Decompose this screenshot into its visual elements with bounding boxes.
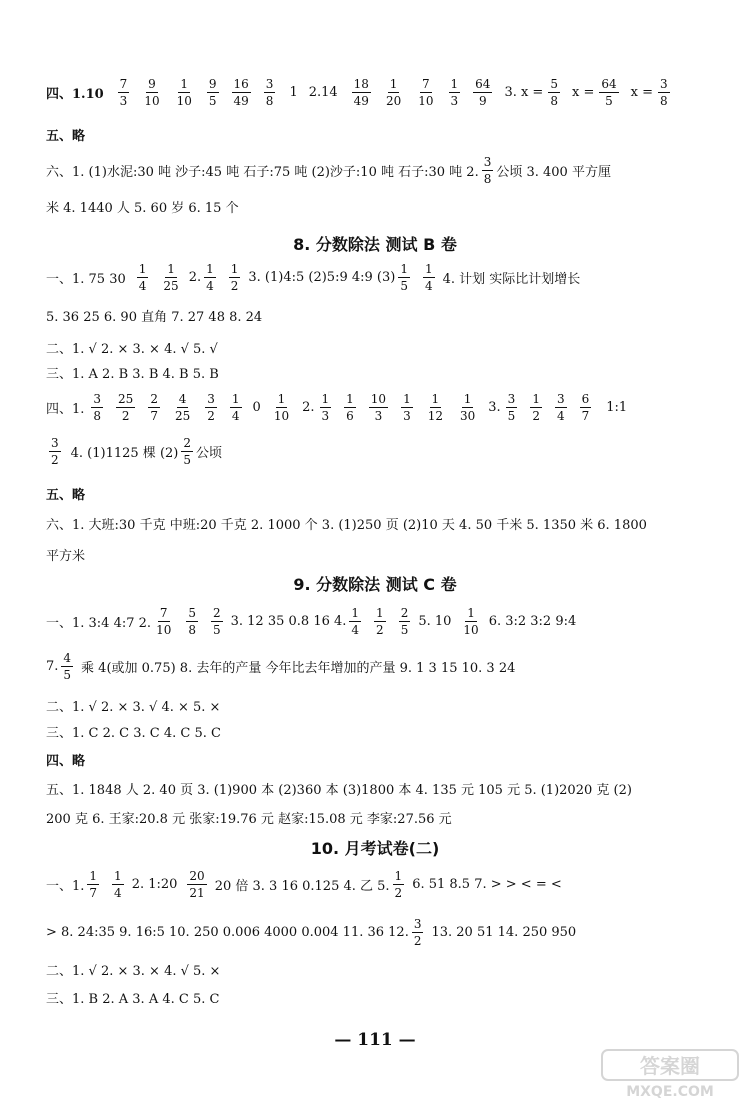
fraction: $\frac{9}{10}$ (144, 77, 160, 108)
watermark-logo (600, 1048, 740, 1100)
fraction: $\frac{10}{3}$ (370, 392, 387, 423)
fraction: $\frac{1}{2}$ (376, 606, 384, 637)
fraction: $\frac{7}{10}$ (418, 77, 434, 108)
fraction: $\frac{2}{5}$ (400, 606, 409, 637)
answer-text: 7. (46, 659, 59, 674)
answer-text: 乘 4(或加 0.75) 8. 去年的产量 今年比去年增加的产量 9. 1 3 15 10. 3 24 (81, 661, 516, 676)
s8-line-7: 五、略 (46, 488, 86, 503)
fraction: $\frac{3}{8}$ (265, 77, 274, 108)
section-title: 10. 月考试卷(二) (310, 839, 440, 858)
s10-line-3: 二、1. √ 2. × 3. × 4. √ 5. × (46, 964, 221, 979)
answer-text: 1:1 (606, 400, 628, 415)
fraction: $\frac{3}{4}$ (556, 392, 565, 423)
fraction: $\frac{1}{7}$ (89, 869, 98, 900)
fraction: $\frac{5}{8}$ (188, 606, 196, 637)
fraction: $\frac{3}{2}$ (51, 436, 59, 467)
answer-text: 一、1. 75 30 (46, 272, 126, 287)
s10-line-1 (46, 870, 710, 899)
s9-line-6: 五、1. 1848 人 2. 40 页 3. (1)900 本 (2)360 本 (3)1800 本 4. 135 元 105 元 5. (1)2020 克 (2) (46, 783, 632, 798)
answer-text: 3. (488, 400, 501, 415)
fraction: $\frac{1}{30}$ (459, 392, 476, 423)
fraction: $\frac{20}{21}$ (189, 869, 205, 900)
answer-text: 5. 10 (418, 614, 452, 629)
fraction: $\frac{64}{9}$ (475, 77, 491, 108)
fraction: $\frac{1}{4}$ (231, 392, 240, 423)
fraction: $\frac{4}{25}$ (174, 392, 191, 423)
fraction: $\frac{1}{20}$ (385, 77, 402, 108)
fraction: $\frac{1}{4}$ (138, 262, 147, 293)
answer-text: 4. 计划 实际比计划增长 (442, 272, 581, 287)
s8-line-9: 平方米 (46, 549, 86, 564)
fraction: $\frac{1}{3}$ (321, 392, 330, 423)
watermark-icon (600, 1048, 740, 1100)
fraction: $\frac{16}{49}$ (233, 77, 249, 108)
answer-text: > 8. 24:35 9. 16:5 10. 250 0.006 4000 0.004 11. 36 12. (46, 925, 409, 940)
fraction: $\frac{3}{2}$ (207, 392, 215, 423)
fraction: $\frac{1}{2}$ (532, 392, 540, 423)
fraction: $\frac{1}{2}$ (394, 869, 403, 900)
answer-text: 20 倍 3. 3 16 0.125 4. 乙 5. (214, 879, 390, 894)
answer-text: 一、1. 3:4 4:7 2. (46, 616, 152, 631)
s7-line-6 (46, 156, 710, 185)
fraction: $\frac{2}{5}$ (183, 436, 191, 467)
section-title: 9. 分数除法 测试 C 卷 (293, 575, 457, 594)
answer-text: 6. 3:2 3:2 9:4 (488, 614, 577, 629)
s8-line-5 (46, 393, 710, 422)
fraction: $\frac{3}{2}$ (413, 917, 422, 948)
fraction: $\frac{3}{8}$ (659, 77, 668, 108)
fraction: $\frac{5}{8}$ (550, 77, 558, 108)
fraction: $\frac{1}{10}$ (463, 606, 479, 637)
s8-line-4: 三、1. A 2. B 3. B 4. B 5. B (46, 367, 219, 382)
answer-text: x = (630, 85, 653, 100)
fraction: $\frac{1}{2}$ (230, 262, 239, 293)
fraction: $\frac{1}{12}$ (427, 392, 443, 423)
fraction: $\frac{3}{5}$ (507, 392, 516, 423)
fraction: $\frac{1}{10}$ (273, 392, 290, 423)
svg-text:MXQE.COM: MXQE.COM (626, 1084, 714, 1100)
fraction: $\frac{7}{10}$ (156, 606, 172, 637)
answer-text: 4. (1)1125 棵 (2) (70, 446, 179, 461)
answer-text: 公顷 (196, 446, 223, 461)
s7-line-4 (46, 78, 710, 107)
section-title: 8. 分数除法 测试 B 卷 (293, 235, 457, 254)
answer-text: 2. 1:20 (131, 877, 178, 892)
answer-text: 3. x = (504, 85, 544, 100)
fraction: $\frac{1}{4}$ (351, 606, 360, 637)
fraction: $\frac{2}{7}$ (150, 392, 158, 423)
fraction: $\frac{1}{10}$ (176, 77, 192, 108)
answer-text: 2. (188, 270, 202, 285)
fraction: $\frac{1}{6}$ (346, 392, 354, 423)
s8-line-3: 二、1. √ 2. × 3. × 4. √ 5. √ (46, 342, 218, 357)
fraction: $\frac{18}{49}$ (353, 77, 369, 108)
fraction: $\frac{7}{3}$ (119, 77, 128, 108)
answer-text: 3. 12 35 0.8 16 4. (230, 614, 347, 629)
s7-line-7: 米 4. 1440 人 5. 60 岁 6. 15 个 (46, 201, 239, 216)
answer-text: 六、1. (1)水泥:30 吨 沙子:45 吨 石子:75 吨 (2)沙子:10 吨 石子:30 吨 2. (46, 165, 479, 180)
fraction: $\frac{3}{8}$ (483, 155, 492, 186)
fraction: $\frac{64}{5}$ (601, 77, 617, 108)
answer-text: x = (571, 85, 595, 100)
s8-line-6 (46, 437, 710, 466)
answer-text: 0 (252, 400, 261, 415)
answer-text: 2.14 (308, 85, 338, 100)
s8-line-8: 六、1. 大班:30 千克 中班:20 千克 2. 1000 个 3. (1)250 页 (2)10 天 4. 50 千米 5. 1350 米 6. 1800 (46, 518, 647, 533)
answer-text: 2. (302, 400, 315, 415)
fraction: $\frac{25}{2}$ (118, 392, 134, 423)
s9-line-3: 二、1. √ 2. × 3. √ 4. × 5. × (46, 700, 221, 715)
s10-line-2 (46, 918, 710, 947)
page-number: — 111 — (334, 1030, 416, 1050)
s9-line-1 (46, 607, 710, 636)
s10-line-4: 三、1. B 2. A 3. A 4. C 5. C (46, 992, 220, 1007)
answer-text: 一、1. (46, 879, 85, 894)
answer-text: 3. (1)4:5 (2)5:9 4:9 (3) (248, 270, 396, 285)
fraction: $\frac{1}{25}$ (163, 262, 179, 293)
s9-line-7: 200 克 6. 王家:20.8 元 张家:19.76 元 赵家:15.08 元 李家:27.56 元 (46, 812, 452, 827)
answer-text: 四、1. (46, 402, 85, 417)
fraction: $\frac{1}{4}$ (114, 869, 122, 900)
s9-line-2 (46, 652, 710, 681)
fraction: $\frac{2}{5}$ (212, 606, 221, 637)
s9-line-4: 三、1. C 2. C 3. C 4. C 5. C (46, 726, 221, 741)
fraction: $\frac{1}{3}$ (450, 77, 459, 108)
fraction: $\frac{1}{3}$ (403, 392, 411, 423)
item-label: 四、1.10 (46, 87, 104, 102)
fraction: $\frac{6}{7}$ (581, 392, 590, 423)
answer-text: 1 (289, 85, 298, 100)
fraction: $\frac{1}{4}$ (424, 262, 433, 293)
s9-line-5: 四、略 (46, 754, 86, 769)
fraction: $\frac{9}{5}$ (208, 77, 217, 108)
answer-text: 公顷 3. 400 平方厘 (496, 165, 611, 180)
answer-text: 13. 20 51 14. 250 950 (431, 925, 577, 940)
s8-line-1 (46, 263, 710, 292)
fraction: $\frac{1}{5}$ (400, 262, 408, 293)
fraction: $\frac{1}{4}$ (206, 262, 214, 293)
answer-text: 6. 51 8.5 7. > > < = < (412, 877, 562, 892)
s7-line-5: 五、略 (46, 129, 86, 144)
svg-text:答案圈: 答案圈 (640, 1054, 700, 1078)
fraction: $\frac{3}{8}$ (93, 392, 102, 423)
s8-line-2: 5. 36 25 6. 90 直角 7. 27 48 8. 24 (46, 310, 263, 325)
fraction: $\frac{4}{5}$ (63, 651, 72, 682)
